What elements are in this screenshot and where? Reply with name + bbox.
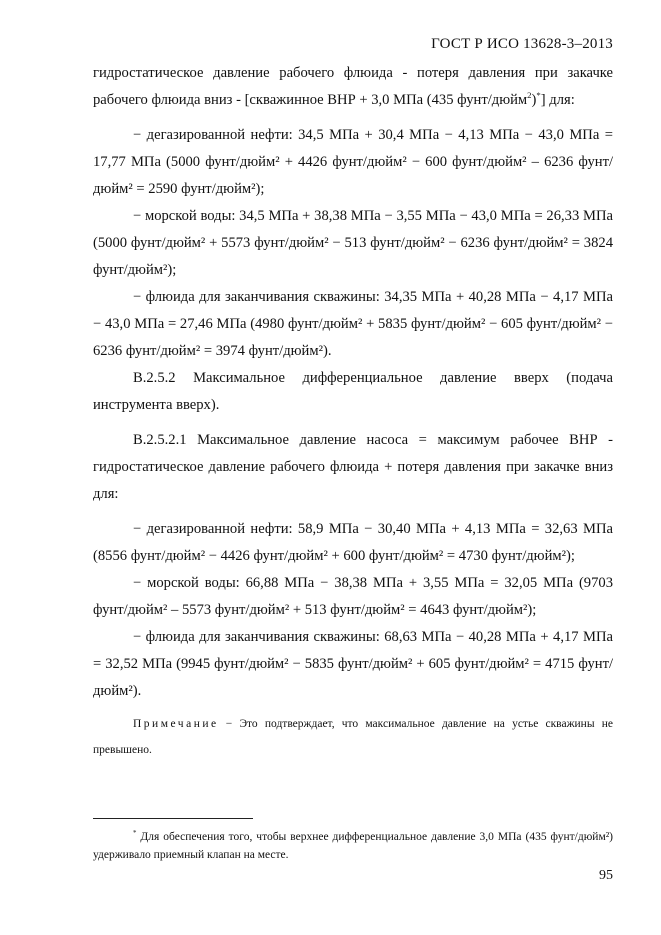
list-item-completion-fluid: − флюида для заканчивания скважины: 34,35 МПа + 40,28 МПа − 4,17 МПа − 43,0 МПа = 27,46 МПа (4980 фунт/дюйм² + 5835 фунт/дюйм² − 605 фунт/дюйм² − 6236 фунт/дюйм² = 3974 фунт/дюйм²). bbox=[93, 289, 613, 359]
note-label: Примечание bbox=[133, 718, 219, 730]
paragraph-text: ) bbox=[531, 92, 537, 108]
section-b2521: В.2.5.2.1 Максимальное давление насоса = максимум рабочее ВНР - гидростатическое давление рабочего флюида + потеря давления при закачке вниз для: bbox=[93, 432, 613, 502]
footnote-divider bbox=[93, 818, 253, 819]
section-heading-b252: В.2.5.2 Максимальное дифференциальное давление вверх (подача инструмента вверх). bbox=[93, 370, 613, 413]
body-text bbox=[93, 60, 613, 775]
footnote-mark: * bbox=[536, 90, 541, 101]
paragraph-text: гидростатическое давление рабочего флюида - потеря давления при закачке рабочего флюида вниз - [скважинное ВНР + 3,0 МПа (435 фунт/дюйм bbox=[93, 65, 613, 108]
footnote-text: Для обеспечения того, чтобы верхнее дифференциальное давление 3,0 МПа (435 фунт/дюйм²) удерживало приемный клапан на месте. bbox=[93, 831, 613, 861]
list-item-degassed-oil-2: − дегазированной нефти: 58,9 МПа − 30,40 МПа + 4,13 МПа = 32,63 МПа (8556 фунт/дюйм² − 4426 фунт/дюйм² + 600 фунт/дюйм² = 4730 фунт/дюйм²); bbox=[93, 521, 613, 564]
page-number: 95 bbox=[599, 868, 613, 883]
list-item-sea-water-2: − морской воды: 66,88 МПа − 38,38 МПа + 3,55 МПа = 32,05 МПа (9703 фунт/дюйм² – 5573 фунт/дюйм² + 513 фунт/дюйм² = 4643 фунт/дюйм²); bbox=[93, 575, 613, 618]
list-item-completion-fluid-2: − флюида для заканчивания скважины: 68,63 МПа − 40,28 МПа + 4,17 МПа = 32,52 МПа (9945 фунт/дюйм² − 5835 фунт/дюйм² + 605 фунт/дюйм² = 4715 фунт/дюйм²). bbox=[93, 629, 613, 699]
paragraph-continuation bbox=[93, 60, 613, 114]
footnote bbox=[93, 828, 613, 864]
note-text: − Это подтверждает, что максимальное давление на устье скважины не превышено. bbox=[93, 718, 613, 756]
list-item-sea-water: − морской воды: 34,5 МПа + 38,38 МПа − 3,55 МПа − 43,0 МПа = 26,33 МПа (5000 фунт/дюйм² + 5573 фунт/дюйм² − 513 фунт/дюйм² − 6236 фунт/дюйм² = 3824 фунт/дюйм²); bbox=[93, 208, 613, 278]
list-item-degassed-oil: − дегазированной нефти: 34,5 МПа + 30,4 МПа − 4,13 МПа − 43,0 МПа = 17,77 МПа (5000 фунт/дюйм² + 4426 фунт/дюйм² − 600 фунт/дюйм² – 6236 фунт/дюйм² = 2590 фунт/дюйм²); bbox=[93, 127, 613, 197]
paragraph-text: ] для: bbox=[540, 92, 575, 108]
superscript: 2 bbox=[527, 90, 532, 101]
document-header: ГОСТ Р ИСО 13628-3–2013 bbox=[431, 36, 613, 52]
footnote-mark: * bbox=[133, 830, 137, 838]
note bbox=[93, 711, 613, 763]
